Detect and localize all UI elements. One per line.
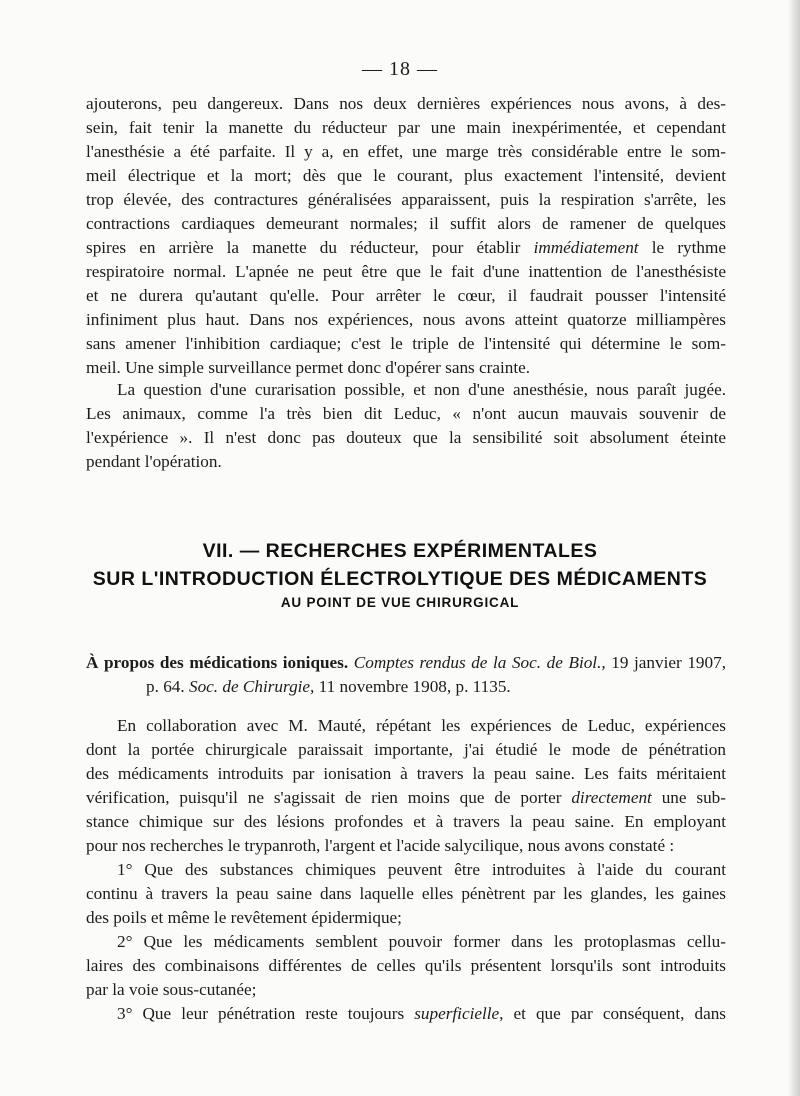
text-line: des médicaments introduits par ionisation à travers la peau saine. Les faits méritaient bbox=[86, 764, 726, 783]
text-line: pour nos recherches le trypanroth, l'argent et l'acide salycilique, nous avons constaté : bbox=[86, 836, 675, 855]
text-line: Les animaux, comme l'a très bien dit Leduc, « n'ont aucun mauvais souvenir de bbox=[86, 404, 726, 423]
reference-journal: Soc. de Chirurgie, bbox=[188, 677, 315, 696]
text-line: meil électrique et la mort; dès que le courant, plus exactement l'intensité, devient bbox=[86, 166, 726, 185]
paragraph-3 bbox=[86, 714, 726, 1026]
reference-line bbox=[86, 651, 726, 675]
text-segment: spires en arrière la manette du réducteur, pour établir bbox=[86, 238, 521, 257]
text-segment: et que par conséquent, dans bbox=[513, 1004, 726, 1023]
text-line: meil. Une simple surveillance permet donc d'opérer sans crainte. bbox=[86, 358, 531, 377]
text-segment: une sub- bbox=[661, 788, 726, 807]
list-item-line: laires des combinaisons différentes de celles qu'ils présentent lorsqu'ils sont introduits bbox=[86, 956, 726, 975]
reference-journal: Comptes rendus de la Soc. de Biol., bbox=[353, 653, 606, 672]
reference-date: 19 janvier 1907, bbox=[611, 653, 726, 672]
text-line: En collaboration avec M. Mauté, répétant les expériences de Leduc, expériences bbox=[117, 716, 726, 735]
text-line bbox=[86, 236, 726, 260]
page-number: — 18 — bbox=[362, 58, 438, 80]
section-heading-line-1: VII. — RECHERCHES EXPÉRIMENTALES bbox=[202, 540, 598, 562]
emphasis-word: superficielle, bbox=[414, 1004, 504, 1023]
text-line: sans amener l'inhibition cardiaque; c'est le triple de l'intensité qui détermine le som- bbox=[86, 334, 726, 353]
paragraph-2 bbox=[86, 378, 726, 474]
text-line: La question d'une curarisation possible, et non d'une anesthésie, nous paraît jugée. bbox=[117, 380, 726, 399]
text-segment: vérification, puisqu'il ne s'agissait de rien moins que de porter bbox=[86, 788, 562, 807]
text-line: l'expérience ». Il n'est donc pas douteux que la sensibilité soit absolument éteinte bbox=[86, 428, 726, 447]
reference-line bbox=[86, 675, 726, 699]
list-item-line: 1° Que des substances chimiques peuvent être introduites à l'aide du courant bbox=[117, 860, 726, 879]
reference-date: 11 novembre 1908, p. 1135. bbox=[318, 677, 511, 696]
text-line: dont la portée chirurgicale paraissait importante, j'ai étudié le mode de pénétration bbox=[86, 740, 726, 759]
text-line: et ne durera qu'autant qu'elle. Pour arrêter le cœur, il faudrait pousser l'intensité bbox=[86, 286, 726, 305]
list-item-line: 2° Que les médicaments semblent pouvoir former dans les protoplasmas cellu- bbox=[117, 932, 726, 951]
reference-title: À propos des médications ioniques. bbox=[86, 653, 349, 672]
text-line: contractions cardiaques demeurant normales; il suffit alors de ramener de quelques bbox=[86, 214, 726, 233]
text-line: infiniment plus haut. Dans nos expériences, nous avons atteint quatorze milliampères bbox=[86, 310, 726, 329]
text-line: trop élevée, des contractures généralisées apparaissent, puis la respiration s'arrête, les bbox=[86, 190, 726, 209]
text-line: pendant l'opération. bbox=[86, 452, 222, 471]
text-line bbox=[86, 786, 726, 810]
text-line: sein, fait tenir la manette du réducteur par une main inexpérimentée, et cependant bbox=[86, 118, 726, 137]
text-segment: le rythme bbox=[651, 238, 727, 257]
text-line: stance chimique sur des lésions profondes et à travers la peau saine. En employant bbox=[86, 812, 726, 831]
text-line: ajouterons, peu dangereux. Dans nos deux dernières expériences nous avons, à des- bbox=[86, 94, 726, 113]
list-item-line bbox=[86, 1002, 726, 1026]
list-item-line: par la voie sous-cutanée; bbox=[86, 980, 257, 999]
list-item-line: des poils et même le revêtement épidermique; bbox=[86, 908, 402, 927]
paragraph-1 bbox=[86, 92, 726, 380]
text-line: respiratoire normal. L'apnée ne peut être que le fait d'une inattention de l'anesthésiste bbox=[86, 262, 726, 281]
section-heading-line-3: AU POINT DE VUE CHIRURGICAL bbox=[280, 595, 520, 610]
text-segment: 3° Que leur pénétration reste toujours bbox=[117, 1004, 405, 1023]
reference-page: p. 64. bbox=[146, 677, 185, 696]
emphasis-word: immédiatement bbox=[533, 238, 639, 257]
emphasis-word: directement bbox=[571, 788, 652, 807]
list-item-line: continu à travers la peau saine dans laquelle elles pénètrent par les glandes, les gaines bbox=[86, 884, 726, 903]
text-line: l'anesthésie a été parfaite. Il y a, en effet, une marge très considérable entre le som- bbox=[86, 142, 726, 161]
bibliographic-reference bbox=[86, 651, 726, 699]
section-heading-line-2: SUR L'INTRODUCTION ÉLECTROLYTIQUE DES MÉDICAMENTS bbox=[92, 568, 708, 590]
